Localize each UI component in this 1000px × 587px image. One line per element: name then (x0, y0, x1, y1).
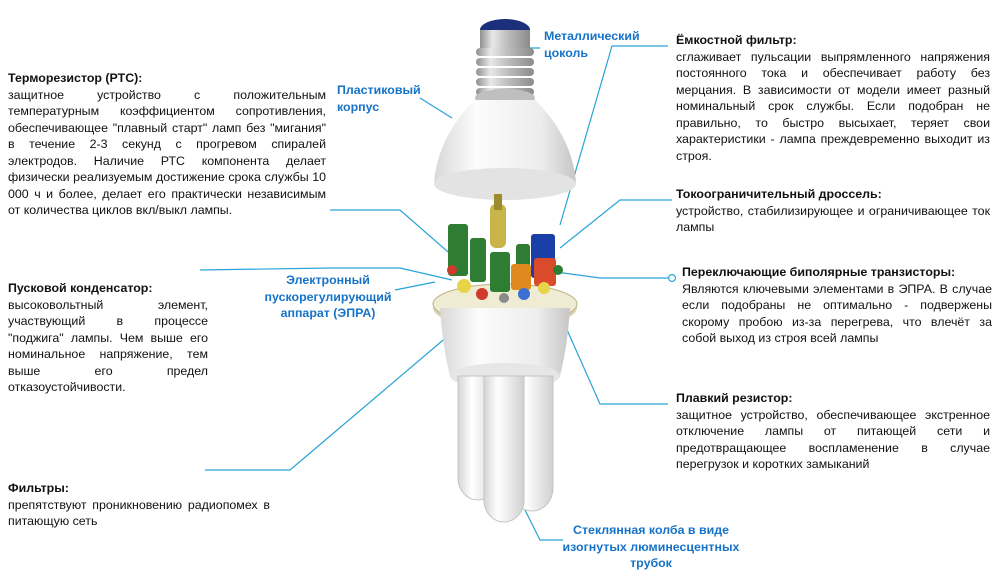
callout-body: сглаживает пульсации выпрямленного напряжения постоянного тока и обеспечивает работу без мерцания. В зависимости от модели имеет разный номинальный срок службы. Если подобран не правильно, то быстро высыхает, теряет свои характеристики - лампа преждевременно выходит из строя. (676, 49, 990, 163)
callout-filters (8, 480, 270, 530)
callout-metal-base (544, 28, 654, 61)
callout-title: Токоограничительный дроссель: (676, 187, 882, 201)
callout-switching-bipolar-transistors (682, 264, 992, 347)
callout-current-limiting-choke (676, 186, 990, 236)
callout-title: Переключающие биполярные транзисторы: (682, 265, 956, 279)
callout-title: Пластиковый корпус (337, 83, 421, 114)
callout-starting-capacitor (8, 280, 208, 396)
callout-ptc-thermistor (8, 70, 326, 219)
callout-capacitive-filter (676, 32, 990, 164)
callout-electronic-ballast (258, 272, 398, 322)
callout-body: Являются ключевыми элементами в ЭПРА. В случае если подобраны не оптимально - подвержены скорому пробою из-за перегрева, что влечёт за собой выход из строя всей лампы (682, 281, 992, 345)
callout-title: Плавкий резистор: (676, 391, 793, 405)
callout-plastic-body (337, 82, 433, 115)
callout-title: Ёмкостной фильтр: (676, 33, 797, 47)
callout-body: высоковольтный элемент, участвующий в процессе "поджига" лампы. Чем выше его номинальное напряжение, тем выше его предел отказоустойчивости. (8, 297, 208, 394)
callout-fusible-resistor (676, 390, 990, 473)
callout-title: Металлический цоколь (544, 29, 640, 60)
callout-body: защитное устройство, обеспечивающее экстренное отключение лампы от питающей сети и предотвращающее воспламенение в случае перегрузок и коротких замыканий (676, 407, 990, 471)
callout-title: Пусковой конденсатор: (8, 281, 153, 295)
callout-body: устройство, стабилизирующее и ограничивающее ток лампы (676, 203, 990, 234)
callout-title: Стеклянная колба в виде изогнутых люминесцентных трубок (562, 523, 740, 570)
callout-title: Электронный пускорегулирующий аппарат (ЭПРА) (264, 273, 392, 320)
callout-body: препятствуют проникновению радиопомех в питающую сеть (8, 497, 270, 528)
callout-glass-tubes (560, 522, 742, 572)
callout-title: Терморезистор (РТС): (8, 71, 143, 85)
callout-title: Фильтры: (8, 481, 69, 495)
callout-body: защитное устройство с положительным температурным коэффициентом сопротивления, обеспечивающее "плавный старт" ламп без "мигания" в течение 2-3 секунд с прогревом спиралей электродов. Наличие РТС компонента делает физически реализуемым достижение срока службы 10 000 ч и более, делает его практически независимым от количества циклов вкл/выкл лампы. (8, 87, 326, 217)
